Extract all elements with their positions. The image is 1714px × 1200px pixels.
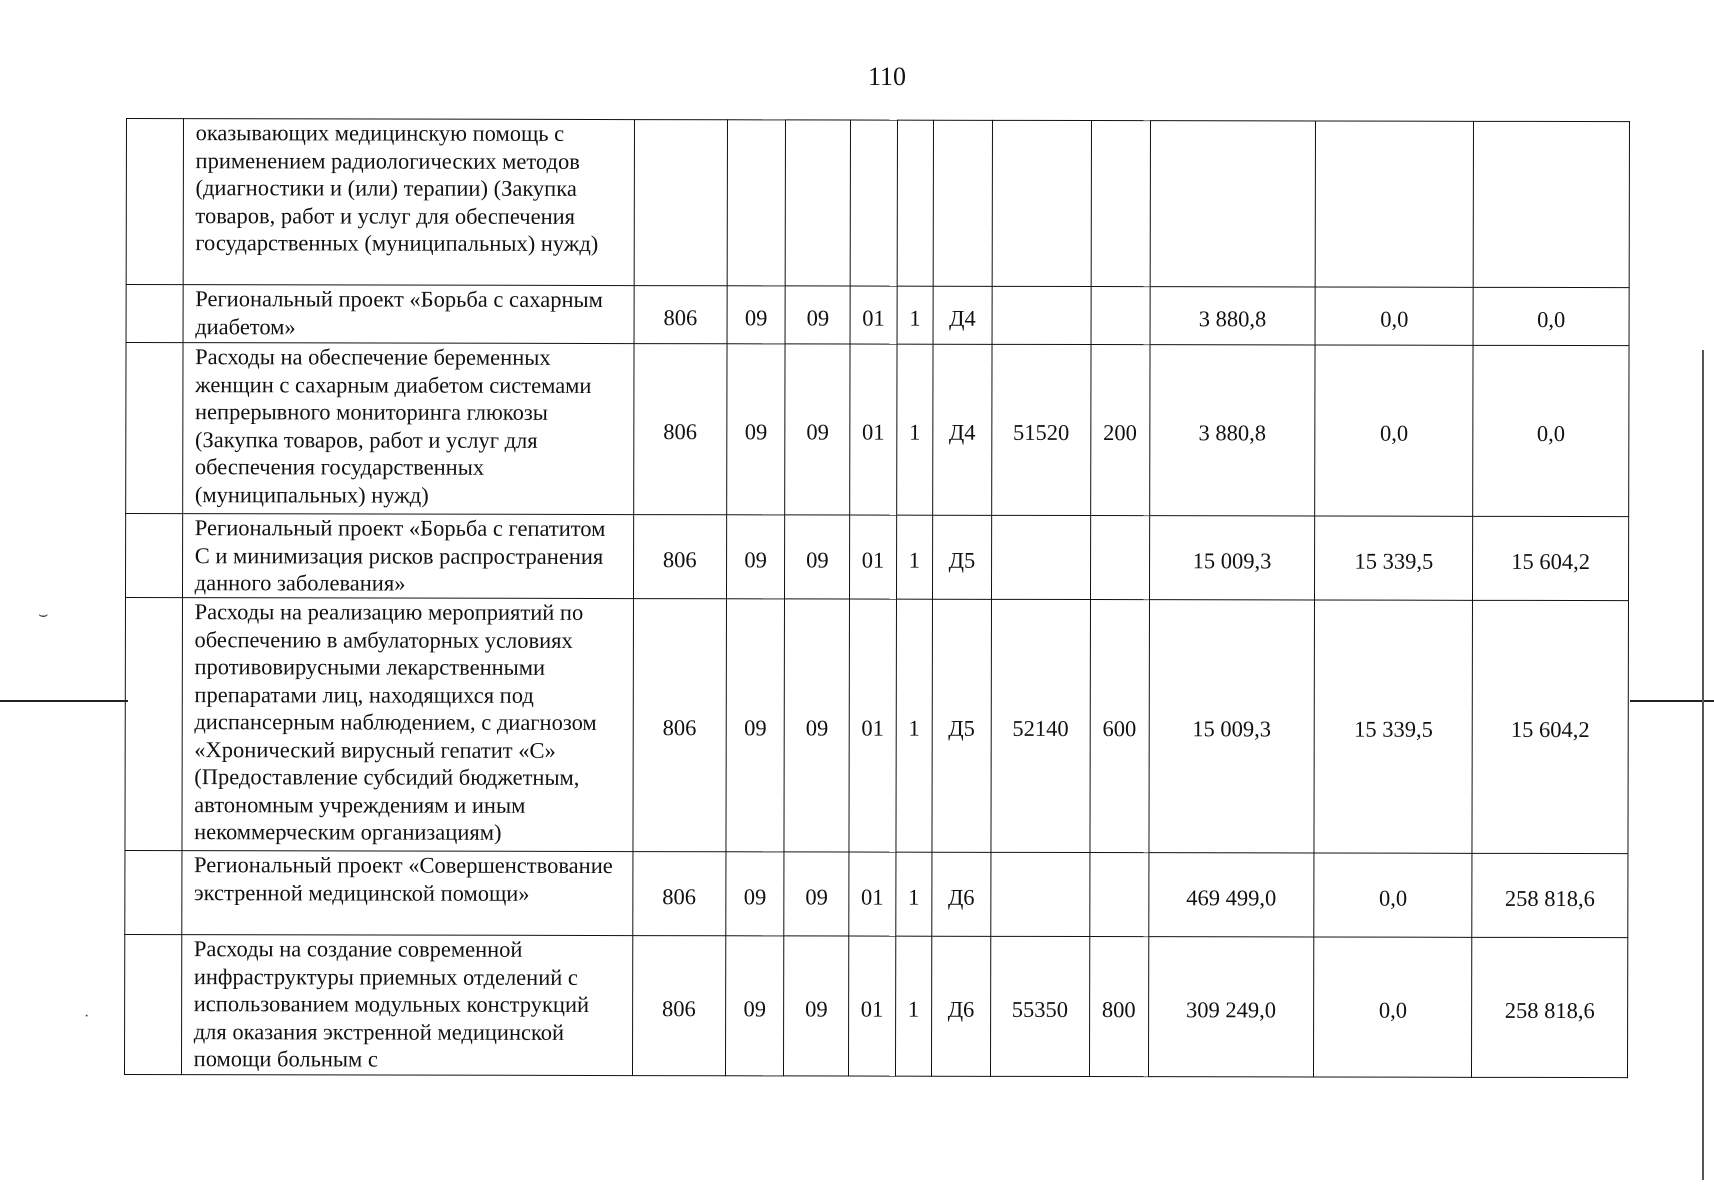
subsection-code — [786, 120, 851, 286]
ministry-code: 806 — [634, 286, 727, 344]
subprogram-code: 1 — [895, 936, 932, 1076]
empty-number-cell — [125, 850, 182, 934]
section-code: 09 — [725, 936, 784, 1076]
program-code: 01 — [850, 344, 897, 515]
section-code: 09 — [726, 515, 785, 599]
amount-year-3: 258 818,6 — [1472, 937, 1628, 1077]
amount-year-1: 3 880,8 — [1149, 345, 1315, 516]
row-name: Расходы на создание современной инфраструктуры приемных отделений с использованием модульных конструкций для оказания экстренной медицинской помощи больным с — [181, 935, 632, 1076]
target-code — [992, 286, 1091, 344]
project-code: Д4 — [933, 286, 992, 344]
scan-artifact-dot: · — [84, 1008, 90, 1025]
row-name: Региональный проект «Борьба с сахарным диабетом» — [183, 285, 634, 344]
ministry-code: 806 — [633, 515, 726, 599]
amount-year-2: 0,0 — [1315, 287, 1473, 345]
ministry-code: 806 — [633, 344, 726, 515]
section-code: 09 — [726, 852, 785, 936]
program-code: 01 — [849, 852, 896, 936]
subprogram-code: 1 — [895, 852, 932, 936]
budget-table — [124, 118, 1630, 1078]
expense-type: 800 — [1089, 937, 1148, 1077]
empty-number-cell — [125, 514, 182, 598]
table-row — [126, 343, 1629, 517]
subprogram-code — [897, 120, 934, 286]
project-code: Д6 — [932, 936, 991, 1076]
amount-year-1 — [1150, 121, 1316, 287]
amount-year-2: 0,0 — [1314, 853, 1472, 937]
table-row — [125, 598, 1629, 854]
subprogram-code: 1 — [896, 599, 933, 852]
empty-number-cell — [125, 598, 182, 851]
subprogram-code: 1 — [896, 515, 933, 599]
row-name: Расходы на реализацию мероприятий по обеспечению в амбулаторных условиях противовирусными лекарственными препаратами лиц, находящихся под диспансерным наблюдением, с диагнозом «Хронический вирусный гепатит «С» (Предоставление субсидий бюджетным, автономным учреждениям и иным некоммерческим организациям) — [182, 598, 634, 852]
page-number: 110 — [867, 62, 907, 91]
subprogram-code: 1 — [897, 286, 934, 344]
scan-artifact-mark: ⌣ — [38, 606, 49, 623]
project-code: Д6 — [932, 852, 991, 936]
project-code: Д4 — [933, 344, 992, 515]
program-code: 01 — [849, 599, 896, 852]
amount-year-2: 15 339,5 — [1314, 600, 1472, 853]
program-code: 01 — [850, 286, 897, 344]
subsection-code: 09 — [785, 286, 850, 344]
program-code — [850, 120, 897, 286]
project-code — [933, 120, 992, 286]
subsection-code: 09 — [785, 515, 850, 599]
amount-year-3 — [1473, 121, 1629, 287]
empty-number-cell — [126, 119, 183, 285]
target-code — [991, 515, 1090, 599]
amount-year-1: 309 249,0 — [1148, 937, 1314, 1077]
table-row — [124, 934, 1627, 1077]
expense-type: 200 — [1091, 345, 1150, 516]
target-code: 55350 — [990, 936, 1089, 1076]
subsection-code: 09 — [785, 344, 850, 515]
row-name: Расходы на обеспечение беременных женщин с сахарным диабетом системами непрерывного мониторинга глюкозы (Закупка товаров, работ и услуг для обеспечения государственных (муниципальных) нужд) — [182, 343, 633, 515]
amount-year-3: 0,0 — [1473, 287, 1629, 345]
program-code: 01 — [850, 515, 897, 599]
amount-year-1: 3 880,8 — [1150, 287, 1316, 345]
amount-year-3: 258 818,6 — [1472, 853, 1628, 937]
table-row — [126, 285, 1629, 346]
expense-type — [1090, 853, 1149, 937]
subprogram-code: 1 — [896, 344, 933, 515]
ministry-code: 806 — [632, 936, 725, 1076]
expense-type: 600 — [1090, 600, 1149, 853]
amount-year-1: 469 499,0 — [1148, 853, 1314, 937]
section-code: 09 — [726, 344, 785, 515]
table-row — [125, 850, 1628, 937]
target-code — [991, 852, 1090, 936]
ministry-code — [634, 120, 727, 286]
section-code: 09 — [726, 599, 785, 852]
subsection-code: 09 — [784, 852, 849, 936]
program-code: 01 — [849, 936, 896, 1076]
scan-artifact-edge-right — [1702, 350, 1704, 1180]
target-code — [992, 120, 1091, 286]
table-row — [126, 119, 1629, 288]
project-code: Д5 — [933, 515, 992, 599]
amount-year-2: 0,0 — [1315, 345, 1473, 516]
row-name: оказывающих медицинскую помощь с применением радиологических методов (диагностики и (или) терапии) (Закупка товаров, работ и услуг для обеспечения государственных (муниципальных) нужд) — [183, 119, 634, 286]
empty-number-cell — [126, 285, 183, 343]
target-code: 51520 — [991, 344, 1090, 515]
amount-year-3: 15 604,2 — [1472, 600, 1628, 853]
expense-type — [1090, 516, 1149, 600]
scan-artifact-line-left — [0, 700, 128, 702]
ministry-code: 806 — [633, 599, 727, 852]
amount-year-2: 0,0 — [1314, 937, 1472, 1077]
amount-year-3: 15 604,2 — [1473, 516, 1629, 600]
section-code — [727, 120, 786, 286]
subsection-code: 09 — [784, 936, 849, 1076]
expense-type — [1091, 287, 1150, 345]
row-name: Региональный проект «Совершенствование экстренной медицинской помощи» — [181, 851, 632, 936]
expense-type — [1091, 121, 1150, 287]
section-code: 09 — [727, 286, 786, 344]
empty-number-cell — [126, 343, 183, 514]
amount-year-3: 0,0 — [1473, 345, 1629, 516]
amount-year-2 — [1316, 121, 1474, 287]
row-name: Региональный проект «Борьба с гепатитом С и минимизация рисков распространения данного заболевания» — [182, 514, 633, 599]
table-row — [125, 514, 1628, 601]
ministry-code: 806 — [633, 852, 726, 936]
amount-year-1: 15 009,3 — [1148, 600, 1314, 853]
subsection-code: 09 — [784, 599, 849, 852]
amount-year-1: 15 009,3 — [1149, 516, 1315, 600]
project-code: Д5 — [932, 599, 991, 852]
amount-year-2: 15 339,5 — [1315, 516, 1473, 600]
target-code: 52140 — [991, 599, 1091, 852]
empty-number-cell — [124, 934, 181, 1074]
